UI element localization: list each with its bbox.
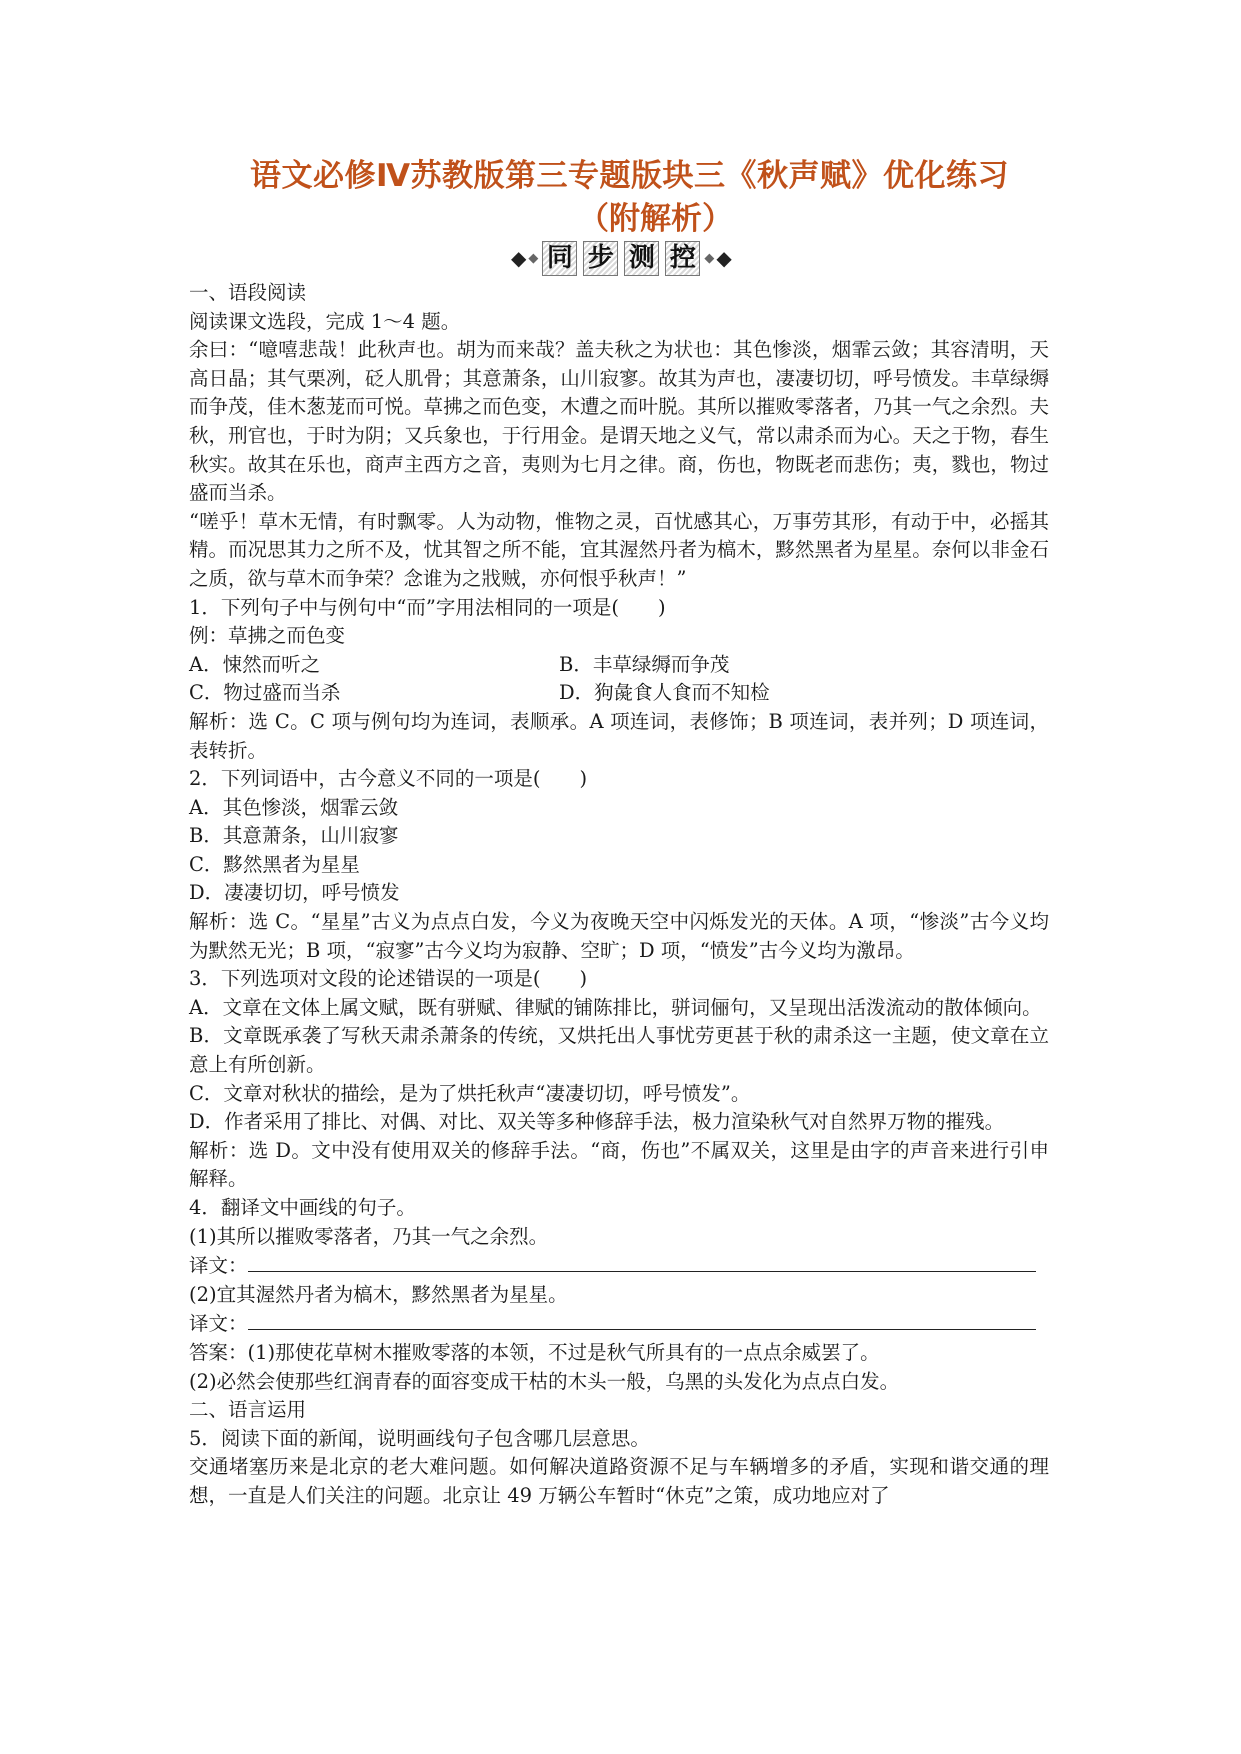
diamond-icon: ◆ — [511, 246, 527, 270]
example-sentence: 例：草拂之而色变 — [189, 624, 346, 648]
document-title: 语文必修Ⅳ苏教版第三专题版块三《秋声赋》优化练习 — [250, 158, 1010, 194]
document-body — [189, 279, 1049, 1511]
passage-paragraph: 余曰：“噫嘻悲哉！此秋声也。胡为而来哉？盖夫秋之为状也：其色惨淡，烟霏云敛；其容清明，天高日晶；其气栗冽，砭人肌骨；其意萧条，山川寂寥。故其为声也，凄凄切切，呼号愤发。丰草绿缛而争茂，佳木葱茏而可悦。草拂之而色变，木遭之而叶脱。其所以摧败零落者，乃其一气之余烈。夫秋，刑官也，于时为阴；又兵象也，于行用金。是谓天地之义气，常以肃杀而为心。天之于物，春生秋实。故其在乐也，商声主西方之音，夷则为七月之律。商，伤也，物既老而悲伤；夷，戮也，物过盛而当杀。 — [189, 338, 1049, 505]
question-stem: 2．下列词语中，古今意义不同的一项是( ) — [189, 767, 588, 791]
answer-blank — [248, 1251, 1036, 1272]
option-row — [189, 651, 1049, 680]
small-diamond-icon: ◆ — [704, 250, 715, 266]
banner-char: 步 — [583, 241, 618, 276]
option: D．凄凄切切，呼号愤发 — [189, 881, 400, 905]
diamond-icon: ◆ — [716, 246, 732, 270]
option: C．文章对秋状的描绘，是为了烘托秋声“凄凄切切，呼号愤发”。 — [189, 1081, 751, 1105]
banner-char: 同 — [542, 241, 577, 276]
news-paragraph: 交通堵塞历来是北京的老大难问题。如何解决道路资源不足与车辆增多的矛盾，实现和谐交通的理想，一直是人们关注的问题。北京让 49 万辆公车暂时“休克”之策，成功地应对了 — [189, 1455, 1049, 1507]
banner-char: 测 — [624, 241, 659, 276]
option: D．狗彘食人食而不知检 — [559, 681, 770, 705]
analysis: 解析：选 C。C 项与例句均为连词，表顺承。A 项连词，表修饰；B 项连词，表并列；D 项连词，表转折。 — [189, 709, 1049, 762]
section-heading: 二、语言运用 — [189, 1398, 307, 1422]
analysis: 解析：选 C。“星星”古义为点点白发，今义为夜晚天空中闪烁发光的天体。A 项，“惨淡”古今义均为默然无光；B 项，“寂寥”古今义均为寂静、空旷；D 项，“愤发”古今义均为激昂。 — [189, 910, 1049, 962]
instruction: 阅读课文选段，完成 1～4 题。 — [189, 309, 461, 333]
answer: 答案：(1)那使花草树木摧败零落的本领，不过是秋气所具有的一点点余威罢了。 — [189, 1340, 880, 1364]
option: D．作者采用了排比、对偶、对比、双关等多种修辞手法，极力渲染秋气对自然界万物的摧残。 — [189, 1110, 1005, 1134]
translation-label: 译文： — [189, 1312, 248, 1336]
small-diamond-icon: ◆ — [528, 250, 539, 266]
translation-line — [189, 1251, 1049, 1281]
option: A．其色惨淡，烟霏云敛 — [189, 795, 399, 819]
option-row — [189, 679, 1049, 708]
banner-char: 控 — [665, 241, 700, 276]
translation-label: 译文： — [189, 1254, 248, 1278]
section-heading: 一、语段阅读 — [189, 281, 307, 304]
option: B．文章既承袭了写秋天肃杀萧条的传统，又烘托出人事忧劳更甚于秋的肃杀这一主题，使文章在立意上有所创新。 — [189, 1024, 1049, 1077]
question-stem: 3．下列选项对文段的论述错误的一项是( ) — [189, 967, 588, 991]
analysis: 解析：选 D。文中没有使用双关的修辞手法。“商，伤也”不属双关，这里是由字的声音来进行引申解释。 — [189, 1138, 1049, 1191]
sentence-to-translate: (2)宜其渥然丹者为槁木，黟然黑者为星星。 — [189, 1282, 568, 1306]
section-banner — [510, 238, 733, 278]
option: A．文章在文体上属文赋，既有骈赋、律赋的铺陈排比，骈词俪句，又呈现出活泼流动的散体倾向。 — [189, 995, 1042, 1019]
option: C．物过盛而当杀 — [189, 681, 341, 705]
document-subtitle: （附解析） — [578, 201, 733, 237]
passage-paragraph: “嗟乎！草木无情，有时飘零。人为动物，惟物之灵，百忧感其心，万事劳其形，有动于中，必摇其精。而况思其力之所不及，忧其智之所不能，宜其渥然丹者为槁木，黟然黑者为星星。奈何以非金石之质，欲与草木而争荣？念谁为之戕贼，亦何恨乎秋声！” — [189, 509, 1049, 590]
question-stem: 1．下列句子中与例句中“而”字用法相同的一项是( ) — [189, 595, 666, 619]
sentence-to-translate: (1)其所以摧败零落者，乃其一气之余烈。 — [189, 1224, 549, 1248]
option: C．黟然黑者为星星 — [189, 852, 360, 876]
question-stem: 4．翻译文中画线的句子。 — [189, 1196, 416, 1219]
translation-line — [189, 1309, 1049, 1339]
answer-blank — [248, 1309, 1036, 1330]
option: B．丰草绿缛而争茂 — [559, 652, 730, 676]
question-stem: 5．阅读下面的新闻，说明画线句子包含哪几层意思。 — [189, 1426, 650, 1450]
option: A．悚然而听之 — [189, 652, 321, 676]
answer: (2)必然会使那些红润青春的面容变成干枯的木头一般，乌黑的头发化为点点白发。 — [189, 1369, 900, 1393]
option: B．其意萧条，山川寂寥 — [189, 824, 399, 848]
